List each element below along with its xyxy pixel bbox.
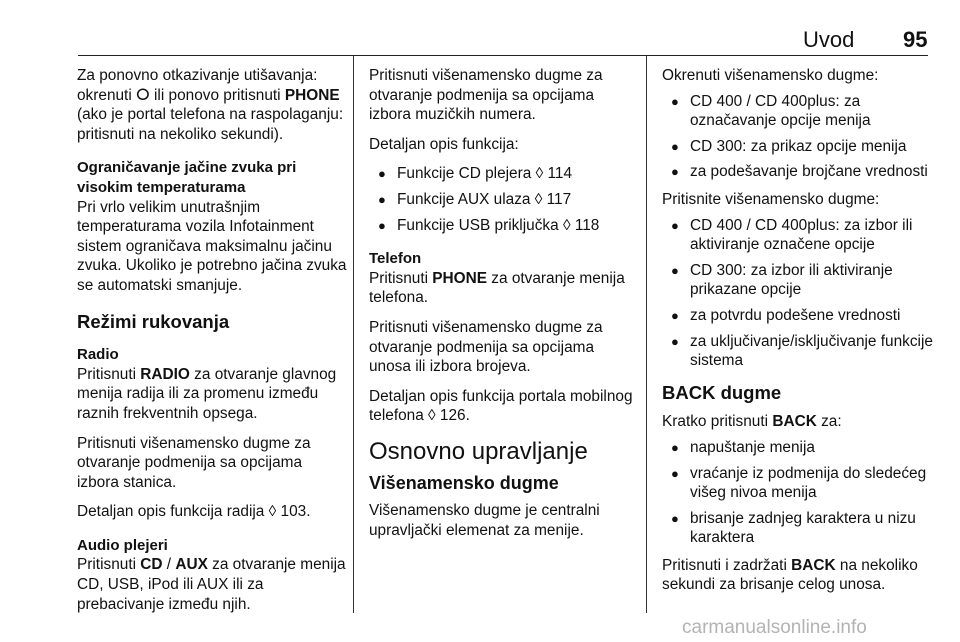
paragraph: Detaljan opis funkcija: (369, 135, 519, 153)
list-item: ● za potvrdu podešene vrednosti (662, 306, 937, 326)
page-ref-icon: ◊ (562, 216, 571, 234)
paragraph: Kratko pritisnuti BACK za: (662, 413, 842, 431)
list-item: ● napuštanje menija (662, 438, 937, 458)
bullet-list (662, 92, 937, 182)
list-item: ● vraćanje iz podmenija do sledećeg višeg nivoa menija (662, 464, 937, 503)
chapter-title: Uvod (803, 27, 855, 52)
paragraph: Višenamensko dugme je centralni upravljački elemenat za menije. (369, 502, 600, 539)
list-item: ● brisanje zadnjeg karaktera u nizu karaktera (662, 509, 937, 548)
subheading: Radio (77, 346, 119, 364)
bullet-list (369, 164, 639, 235)
column-3 (662, 66, 937, 605)
list-item: ● Funkcije CD plejera ◊ 114 (369, 164, 639, 184)
column-1 (77, 66, 347, 624)
column-divider (646, 56, 647, 613)
section-heading: BACK dugme (662, 381, 782, 403)
list-item: ● za podešavanje brojčane vrednosti (662, 162, 937, 182)
paragraph: Detaljan opis funkcija portala mobilnog telefona ◊ 126. (369, 387, 633, 425)
chapter-heading: Osnovno upravljanje (369, 437, 588, 465)
list-item: ● za uključivanje/isključivanje funkcije sistema (662, 332, 937, 371)
paragraph: Pritisnite višenamensko dugme: (662, 190, 880, 208)
paragraph: Pritisnuti CD / AUX za otvaranje menija CD, USB, iPod ili AUX ili za prebacivanje između njih. (77, 556, 346, 613)
paragraph: Pritisnuti višenamensko dugme za otvaranje podmenija sa opcijama izbora stanica. (77, 434, 311, 491)
subheading: Ograničavanje jačine zvuka pri visokim temperaturama (77, 159, 297, 196)
subheading: Audio plejeri (77, 536, 168, 554)
subheading: Telefon (369, 250, 422, 268)
list-item: ● CD 300: za prikaz opcije menija (662, 137, 937, 157)
paragraph: Pri vrlo velikim unutrašnjim temperaturama vozila Infotainment sistem ograničava maksimalnu jačinu zvuka. Ukoliko je potrebno jačina zvuka se automatski smanjuje. (77, 198, 347, 294)
page-number: 95 (903, 27, 928, 52)
section-heading: Višenamensko dugme (369, 472, 559, 493)
list-item: ● Funkcije USB priključka ◊ 118 (369, 216, 639, 236)
page-header (0, 0, 960, 56)
paragraph: Okrenuti višenamensko dugme: (662, 67, 879, 84)
list-item: ● Funkcije AUX ulaza ◊ 117 (369, 190, 639, 210)
paragraph: Pritisnuti PHONE za otvaranje menija telefona. (369, 269, 625, 307)
paragraph: Za ponovno otkazivanje utišavanja: okrenuti ⵔ ili ponovo pritisnuti PHONE (ako je portal telefona na raspolaganju: pritisnuti na nekoliko sekundi). (77, 67, 344, 143)
section-heading: Režimi rukovanja (77, 310, 230, 332)
bullet-list (662, 216, 937, 371)
column-divider (353, 56, 354, 613)
list-item: ● CD 400 / CD 400plus: za izbor ili aktiviranje označene opcije (662, 216, 937, 255)
header-rule (78, 55, 928, 56)
paragraph: Pritisnuti višenamensko dugme za otvaranje podmenija sa opcijama izbora muzičkih numera. (369, 67, 603, 124)
page-ref-icon: ◊ (428, 407, 436, 425)
list-item: ● CD 400 / CD 400plus: za označavanje opcije menija (662, 92, 937, 131)
knob-icon: ⵔ (136, 86, 150, 104)
bullet-list (662, 438, 937, 548)
column-2 (369, 66, 639, 550)
page-ref-icon: ◊ (268, 503, 277, 521)
page-ref-icon: ◊ (534, 190, 543, 208)
watermark: carmanualsonline.info (682, 617, 867, 638)
page-ref-icon: ◊ (535, 165, 544, 183)
list-item: ● CD 300: za izbor ili aktiviranje prikazane opcije (662, 261, 937, 300)
paragraph: Detaljan opis funkcija radija ◊ 103. (77, 503, 311, 521)
paragraph: Pritisnuti RADIO za otvaranje glavnog menija radija ili za promenu između raznih frekventnih opsega. (77, 365, 337, 422)
paragraph: Pritisnuti višenamensko dugme za otvaranje podmenija sa opcijama unosa ili izbora brojeva. (369, 318, 603, 376)
paragraph: Pritisnuti i zadržati BACK na nekoliko sekundi za brisanje celog unosa. (662, 556, 918, 594)
